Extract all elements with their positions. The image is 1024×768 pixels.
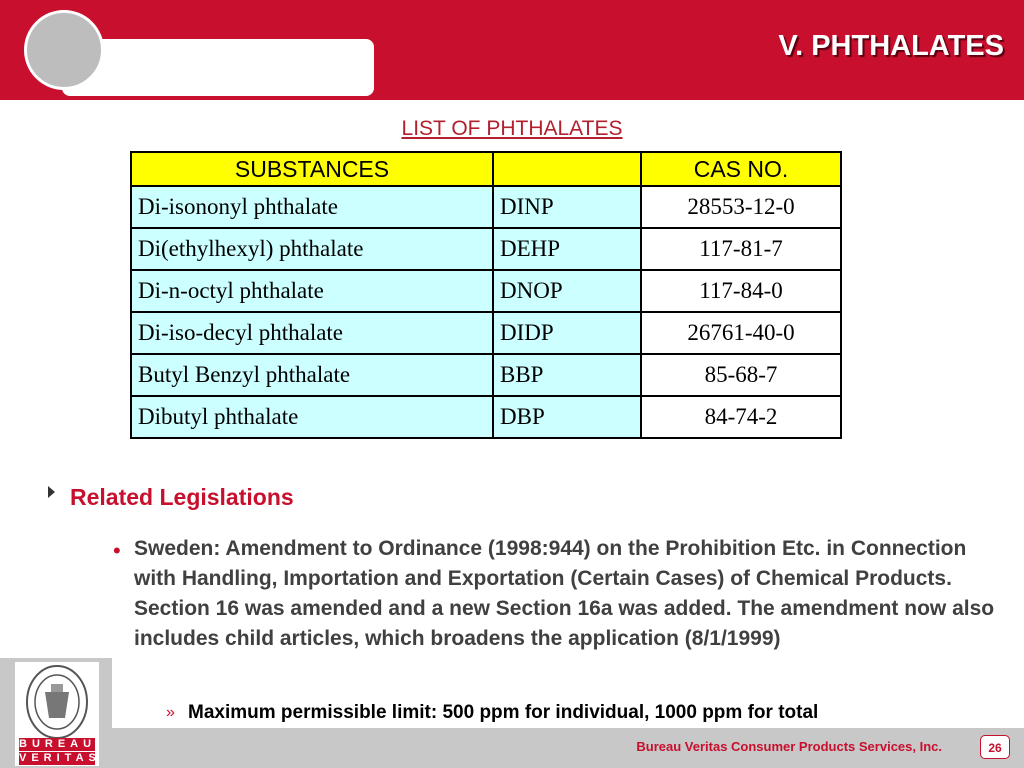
- header-circle-decoration: [24, 10, 104, 90]
- table-header-row: [131, 152, 841, 186]
- header-substances: SUBSTANCES: [131, 152, 493, 186]
- phthalates-table: [130, 151, 842, 439]
- substance-cas: 28553-12-0: [641, 186, 841, 228]
- substance-name: Dibutyl phthalate: [131, 396, 493, 438]
- dot-bullet-icon: •: [113, 538, 121, 563]
- triangle-bullet-icon: [48, 486, 55, 498]
- table-title: LIST OF PHTHALATES: [401, 117, 623, 140]
- substance-cas: 26761-40-0: [641, 312, 841, 354]
- table-row: [131, 396, 841, 438]
- substance-cas: 117-84-0: [641, 270, 841, 312]
- footer-company-name: Bureau Veritas Consumer Products Services, Inc.: [636, 739, 942, 754]
- substance-abbr: BBP: [493, 354, 641, 396]
- table-row: [131, 354, 841, 396]
- limit-sub-bullet-text: Maximum permissible limit: 500 ppm for individual, 1000 ppm for total: [188, 702, 819, 723]
- logo-word-veritas: VERITAS: [19, 752, 101, 764]
- logo-word-bureau: BUREAU: [19, 738, 97, 750]
- page-number: 26: [980, 735, 1010, 759]
- substance-abbr: DINP: [493, 186, 641, 228]
- table-row: [131, 312, 841, 354]
- table-row: [131, 228, 841, 270]
- related-legislations-heading: Related Legislations: [70, 484, 294, 510]
- substance-abbr: DEHP: [493, 228, 641, 270]
- slide-title: V. PHTHALATES: [778, 30, 1004, 62]
- substance-name: Di-isononyl phthalate: [131, 186, 493, 228]
- table-row: [131, 270, 841, 312]
- table-row: [131, 186, 841, 228]
- substance-abbr: DNOP: [493, 270, 641, 312]
- bureau-veritas-logo: [15, 662, 99, 766]
- substance-name: Di-n-octyl phthalate: [131, 270, 493, 312]
- header-cas-no: CAS NO.: [641, 152, 841, 186]
- raquo-bullet-icon: »: [166, 704, 175, 721]
- substance-abbr: DIDP: [493, 312, 641, 354]
- header-title-pill: [62, 39, 374, 96]
- substance-name: Di-iso-decyl phthalate: [131, 312, 493, 354]
- substance-name: Di(ethylhexyl) phthalate: [131, 228, 493, 270]
- substance-cas: 85-68-7: [641, 354, 841, 396]
- substance-cas: 117-81-7: [641, 228, 841, 270]
- logo-seal-icon: [15, 662, 99, 742]
- substance-name: Butyl Benzyl phthalate: [131, 354, 493, 396]
- header-abbreviation: [493, 152, 641, 186]
- substance-abbr: DBP: [493, 396, 641, 438]
- substance-cas: 84-74-2: [641, 396, 841, 438]
- legislation-bullet-text: Sweden: Amendment to Ordinance (1998:944) on the Prohibition Etc. in Connection with Handling, Importation and Exportation (Certain Cases) of Chemical Products. Section 16 was amended and a new Section 16a was added. The amendment now also includes child articles, which broadens the application (8/1/1999): [134, 537, 995, 650]
